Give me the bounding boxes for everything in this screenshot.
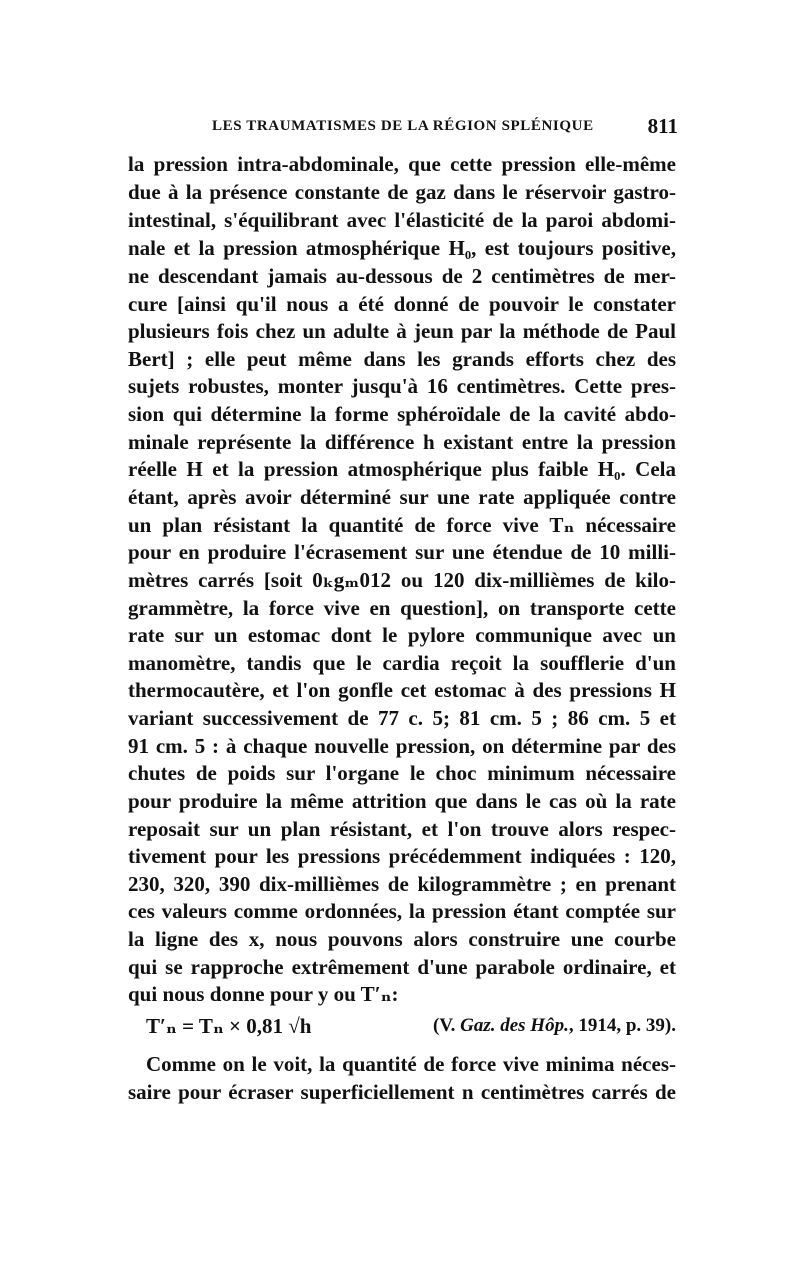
text-line: 230, 320, 390 dix-millièmes de kilogrammètre ; en prenant	[128, 872, 676, 896]
text-line: reposait sur un plan résistant, et l'on trouve alors respec-	[128, 817, 676, 841]
text-line: étant, après avoir déterminé sur une rate appliquée contre	[128, 485, 676, 509]
reference-open: (V.	[433, 1015, 461, 1036]
formula: T′ₙ = Tₙ × 0,81 √h	[146, 1014, 312, 1038]
text-line: cure [ainsi qu'il nous a été donné de pouvoir le constater	[128, 292, 676, 316]
text-line: qui nous donne pour y ou T′ₙ:	[128, 982, 399, 1006]
text-line: 91 cm. 5 : à chaque nouvelle pression, on détermine par des	[128, 734, 676, 758]
formula-row	[128, 1012, 676, 1040]
page-number: 811	[647, 114, 678, 138]
text-line: chutes de poids sur l'organe le choc minimum nécessaire	[128, 761, 676, 785]
text-line: sion qui détermine la forme sphéroïdale de la cavité abdo-	[128, 402, 676, 426]
text-line: minale représente la différence h existant entre la pression	[128, 430, 676, 454]
text-line: intestinal, s'équilibrant avec l'élasticité de la paroi abdomi-	[128, 208, 676, 232]
text-line: nale et la pression atmosphérique H₀, est toujours positive,	[128, 236, 676, 260]
text-line: un plan résistant la quantité de force vive Tₙ nécessaire	[128, 513, 676, 537]
text-line: rate sur un estomac dont le pylore communique avec un	[128, 623, 676, 647]
text-line: ces valeurs comme ordonnées, la pression étant comptée sur	[128, 899, 676, 923]
reference-journal: Gaz. des Hôp.	[460, 1015, 569, 1036]
running-title: LES TRAUMATISMES DE LA RÉGION SPLÉNIQUE	[212, 118, 594, 134]
text-line: Bert] ; elle peut même dans les grands efforts chez des	[128, 347, 676, 371]
reference-tail: , 1914, p. 39).	[568, 1015, 676, 1036]
text-line: pour en produire l'écrasement sur une étendue de 10 milli-	[128, 540, 676, 564]
text-line: mètres carrés [soit 0ₖgₘ012 ou 120 dix-millièmes de kilo-	[128, 568, 676, 592]
text-line: Comme on le voit, la quantité de force vive minima néces-	[146, 1052, 676, 1076]
text-line: sujets robustes, monter jusqu'à 16 centimètres. Cette pres-	[128, 374, 676, 398]
text-line: saire pour écraser superficiellement n centimètres carrés de	[128, 1080, 676, 1104]
reference-citation	[433, 1012, 676, 1040]
text-line: grammètre, la force vive en question], on transporte cette	[128, 596, 676, 620]
text-line: réelle H et la pression atmosphérique plus faible H₀. Cela	[128, 457, 676, 481]
text-line: manomètre, tandis que le cardia reçoit la soufflerie d'un	[128, 651, 676, 675]
running-head	[212, 114, 678, 140]
text-line: la ligne des x, nous pouvons alors construire une courbe	[128, 927, 676, 951]
text-line: due à la présence constante de gaz dans le réservoir gastro-	[128, 180, 676, 204]
text-line: pour produire la même attrition que dans le cas où la rate	[128, 789, 676, 813]
text-line: qui se rapproche extrêmement d'une parabole ordinaire, et	[128, 955, 676, 979]
text-line: thermocautère, et l'on gonfle cet estomac à des pressions H	[128, 678, 676, 702]
text-line: ne descendant jamais au-dessous de 2 centimètres de mer-	[128, 264, 676, 288]
text-line: la pression intra-abdominale, que cette pression elle-même	[128, 152, 676, 176]
text-line: variant successivement de 77 c. 5; 81 cm. 5 ; 86 cm. 5 et	[128, 706, 676, 730]
text-line: tivement pour les pressions précédemment indiquées : 120,	[128, 844, 676, 868]
text-line: plusieurs fois chez un adulte à jeun par la méthode de Paul	[128, 319, 676, 343]
